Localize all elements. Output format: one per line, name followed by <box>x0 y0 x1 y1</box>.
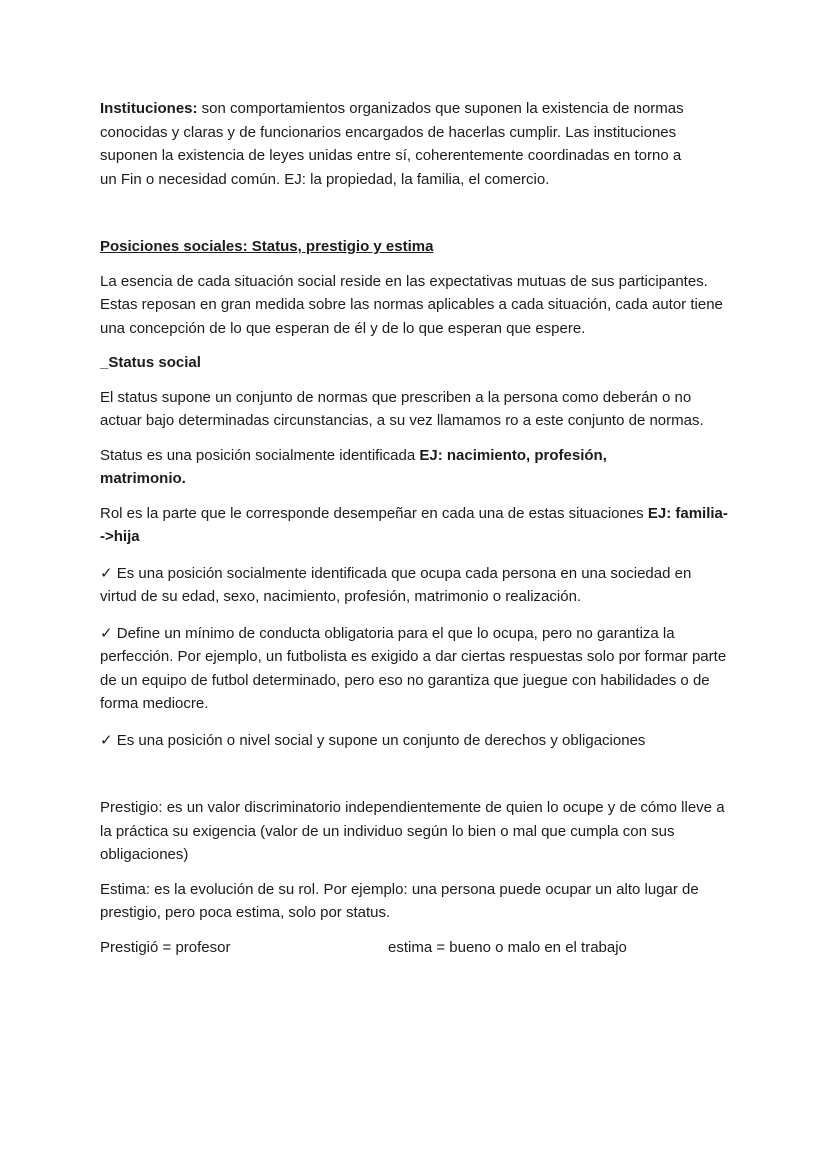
status-heading <box>100 351 730 375</box>
section-title-posiciones: Posiciones sociales: Status, prestigio y estima <box>100 238 434 255</box>
status-paragraph-2-example: EJ: nacimiento, profesión, matrimonio. <box>100 446 607 487</box>
posiciones-intro: La esencia de cada situación social reside en las expectativas mutuas de sus participantes. Estas reposan en gran medida sobre las normas aplicables a cada situación, cada autor tiene una concepción de lo que esperan de él y de lo que esperan que espere. <box>100 272 723 337</box>
check-item-1: ✓ Es una posición socialmente identificada que ocupa cada persona en una sociedad en virtud de su edad, sexo, nacimiento, profesión, matrimonio o realización. <box>100 564 692 605</box>
instituciones-paragraph <box>100 97 700 191</box>
example-right: estima = bueno o malo en el trabajo <box>388 938 627 956</box>
instituciones-text: son comportamientos organizados que suponen la existencia de normas conocidas y claras y de funcionarios encargados de hacerlas cumplir. Las instituciones suponen la existencia de leyes unidas entre sí, coherentemente coordinadas en torno a un Fin o necesidad común. EJ: la propiedad, la familia, el comercio. <box>100 100 684 188</box>
status-paragraph-2-text: Status es una posición socialmente identificada <box>100 446 420 464</box>
estima-paragraph: Estima: es la evolución de su rol. Por ejemplo: una persona puede ocupar un alto lugar de prestigio, pero poca estima, solo por status. <box>100 880 699 921</box>
status-heading-text: _Status social <box>100 354 201 371</box>
status-paragraph-3 <box>100 502 730 549</box>
prestigio-paragraph: Prestigio: es un valor discriminatorio independientemente de quien lo ocupe y de cómo lleve a la práctica su exigencia (valor de un individuo según lo bien o mal que cumpla con sus obligaciones) <box>100 799 725 863</box>
status-paragraph-1: El status supone un conjunto de normas que prescriben a la persona como deberán o no actuar bajo determinadas circunstancias, a su vez llamamos ro a este conjunto de normas. <box>100 388 704 429</box>
instituciones-term: Instituciones: <box>100 100 198 117</box>
check-item-2: ✓ Define un mínimo de conducta obligatoria para el que lo ocupa, pero no garantiza la perfección. Por ejemplo, un futbolista es exigido a dar ciertas respuestas solo por formar parte de un equipo de futbol determinado, pero eso no garantiza que juegue con habilidades o de forma mediocre. <box>100 624 727 712</box>
check-item-3: ✓ Es una posición o nivel social y supone un conjunto de derechos y obligaciones <box>100 731 646 749</box>
status-paragraph-3-text: Rol es la parte que le corresponde desempeñar en cada una de estas situaciones <box>100 504 648 522</box>
document-page <box>100 97 730 960</box>
example-left: Prestigió = profesor <box>100 938 231 956</box>
status-paragraph-2 <box>100 444 660 491</box>
status-paragraph-3-example: EJ: familia-->hija <box>100 504 728 545</box>
example-line <box>100 936 730 960</box>
